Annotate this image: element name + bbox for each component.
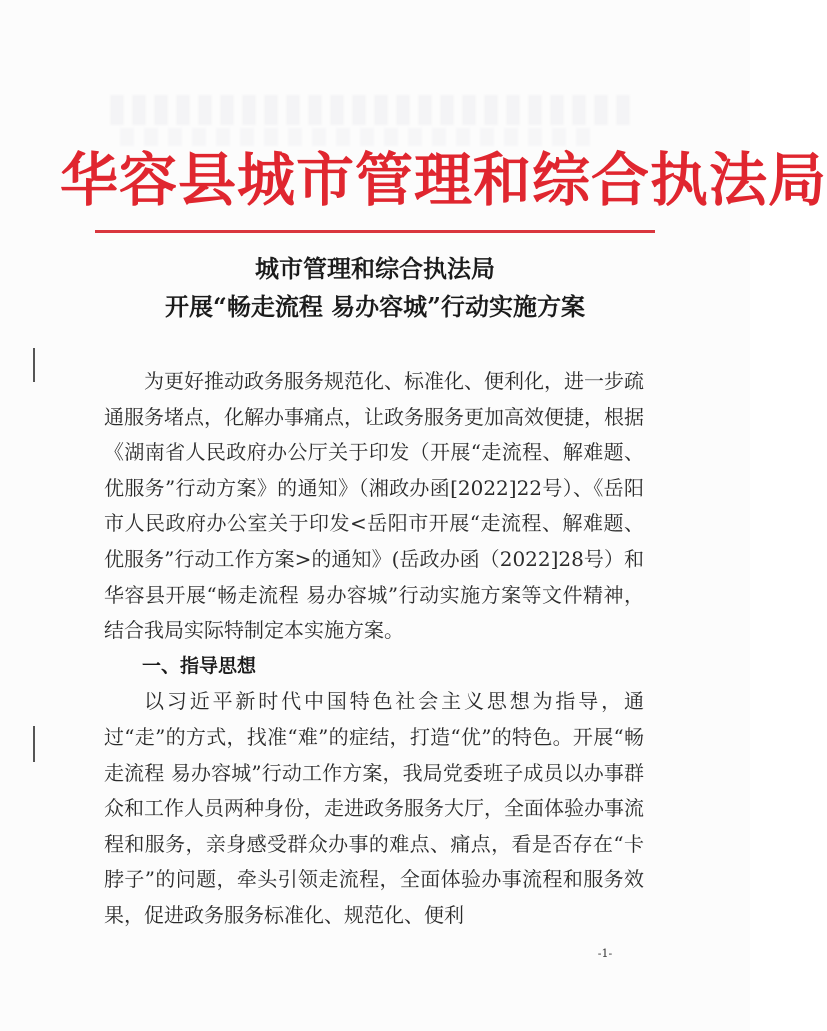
scan-bleed-through	[110, 95, 630, 125]
document-title-line-2: 开展“畅走流程 易办容城”行动实施方案	[165, 292, 585, 321]
section-paragraph: 以习近平新时代中国特色社会主义思想为指导，通过“走”的方式，找准“难”的症结，打造“优”的特色。开展“畅走流程 易办容城”行动工作方案，我局党委班子成员以办事群众和工作人员两种身份，走进政务服务大厅，全面体验办事流程和服务，亲身感受群众办事的难点、痛点，看是否存在“卡脖子”的问题，牵头引领走流程，全面体验办事流程和服务效果，促进政务服务标准化、规范化、便利	[104, 689, 644, 927]
document-body	[104, 364, 644, 934]
document-title-line-1: 城市管理和综合执法局	[255, 254, 495, 283]
red-divider-line	[95, 230, 655, 233]
binding-mark	[33, 348, 35, 382]
binding-mark	[33, 726, 35, 762]
section-heading: 一、指导思想	[142, 654, 257, 677]
organization-header: 华容县城市管理和综合执法局	[60, 146, 827, 214]
intro-paragraph: 为更好推动政务服务规范化、标准化、便利化，进一步疏通服务堵点，化解办事痛点，让政务服务更加高效便捷，根据《湖南省人民政府办公厅关于印发（开展“走流程、解难题、优服务”行动方案》的通知》（湘政办函[2022]22号）、《岳阳市人民政府办公室关于印发<岳阳市开展“走流程、解难题、优服务”行动工作方案>的通知》(岳政办函（2022]28号）和华容县开展“畅走流程 易办容城”行动实施方案等文件精神，结合我局实际特制定本实施方案。	[104, 369, 644, 643]
page-number: -1-	[597, 947, 613, 960]
